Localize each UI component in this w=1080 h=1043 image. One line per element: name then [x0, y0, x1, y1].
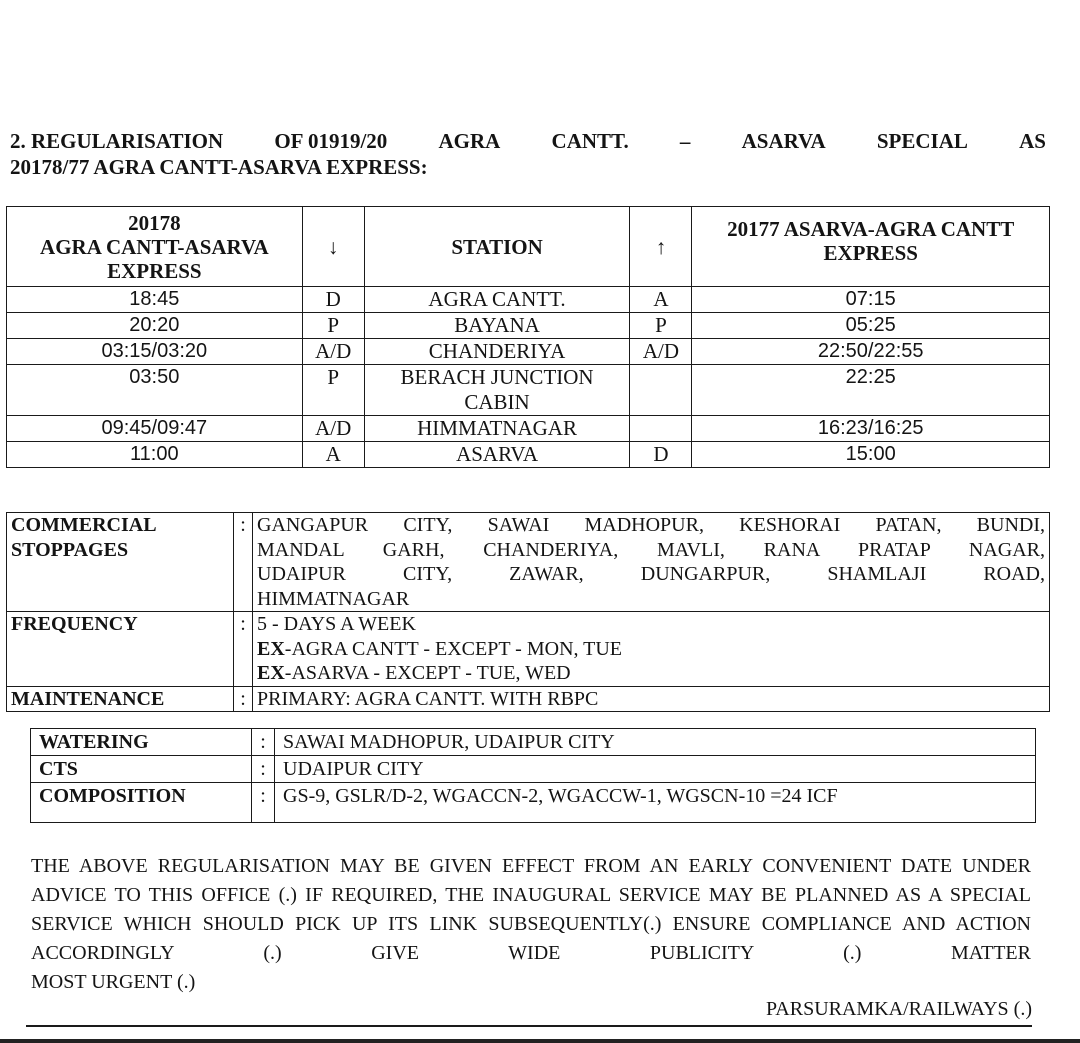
station-name: BERACH JUNCTION CABIN	[364, 365, 630, 416]
down-time: 18:45	[7, 287, 303, 313]
down-time: 03:50	[7, 365, 303, 416]
watering-label: WATERING	[31, 729, 252, 756]
table-row	[7, 365, 1050, 416]
station-name: BAYANA	[364, 313, 630, 339]
up-time: 22:50/22:55	[692, 339, 1050, 365]
cts-value: UDAIPUR CITY	[275, 756, 1036, 783]
heading-part: OF 01919/20	[274, 129, 388, 153]
colon: :	[234, 513, 253, 612]
up-code	[630, 365, 692, 416]
station-name: ASARVA	[364, 442, 630, 468]
colon: :	[252, 783, 275, 823]
up-time: 15:00	[692, 442, 1050, 468]
value-line: HIMMATNAGAR	[257, 587, 410, 610]
station-name: AGRA CANTT.	[364, 287, 630, 313]
value-line	[257, 637, 1045, 662]
down-code: P	[302, 365, 364, 416]
value-text: -AGRA CANTT - EXCEPT - MON, TUE	[284, 637, 623, 660]
heading-part: AS	[1019, 129, 1046, 153]
down-code: A/D	[302, 339, 364, 365]
up-code: P	[630, 313, 692, 339]
ex-prefix: EX	[257, 637, 285, 660]
value-line	[257, 661, 1045, 686]
up-time: 07:15	[692, 287, 1050, 313]
down-time: 11:00	[7, 442, 303, 468]
value-line: GANGAPUR CITY, SAWAI MADHOPUR, KESHORAI PATAN, BUNDI,	[257, 514, 1045, 536]
header-down-number: 20178	[128, 210, 181, 235]
label-line: STOPPAGES	[11, 538, 129, 561]
station-name: CHANDERIYA	[364, 339, 630, 365]
down-time: 03:15/03:20	[7, 339, 303, 365]
down-time: 20:20	[7, 313, 303, 339]
table-row	[7, 313, 1050, 339]
down-arrow-icon: ↓	[302, 207, 364, 287]
header-up-train: 20177 ASARVA-AGRA CANTT EXPRESS	[692, 207, 1050, 287]
header-down-type: EXPRESS	[107, 258, 202, 283]
service-details-table	[6, 512, 1050, 712]
label-line: COMMERCIAL	[11, 514, 157, 536]
down-code: A/D	[302, 416, 364, 442]
paragraph-last-line: MOST URGENT (.)	[31, 971, 196, 993]
table-row	[7, 442, 1050, 468]
heading-part: AGRA	[438, 129, 501, 153]
header-down-train	[7, 207, 303, 287]
commercial-stoppages-row	[7, 513, 1050, 612]
commercial-stoppages-label	[7, 513, 234, 612]
commercial-stoppages-value	[253, 513, 1050, 612]
down-code: A	[302, 442, 364, 468]
composition-row	[31, 783, 1036, 823]
station-name: HIMMATNAGAR	[364, 416, 630, 442]
colon: :	[234, 612, 253, 687]
frequency-label: FREQUENCY	[7, 612, 234, 687]
heading-part: SPECIAL	[876, 129, 968, 153]
frequency-value	[253, 612, 1050, 687]
down-code: D	[302, 287, 364, 313]
watering-row	[31, 729, 1036, 756]
heading-line-2: 20178/77 AGRA CANTT-ASARVA EXPRESS:	[10, 155, 428, 179]
service-details-table-2	[30, 728, 1036, 823]
footer-rule	[26, 1025, 1032, 1027]
down-code: P	[302, 313, 364, 339]
up-code: D	[630, 442, 692, 468]
value-line: MANDAL GARH, CHANDERIYA, MAVLI, RANA PRATAP NAGAR,	[257, 538, 1045, 561]
maintenance-value: PRIMARY: AGRA CANTT. WITH RBPC	[253, 686, 1050, 712]
colon: :	[234, 686, 253, 712]
up-time: 16:23/16:25	[692, 416, 1050, 442]
maintenance-row	[7, 686, 1050, 712]
up-code: A/D	[630, 339, 692, 365]
instruction-paragraph	[31, 852, 1031, 997]
watering-value: SAWAI MADHOPUR, UDAIPUR CITY	[275, 729, 1036, 756]
table-row	[7, 339, 1050, 365]
paragraph-body: THE ABOVE REGULARISATION MAY BE GIVEN EFFECT FROM AN EARLY CONVENIENT DATE UNDER ADVICE TO THIS OFFICE (.) IF REQUIRED, THE INAUGURAL SERVICE MAY BE PLANNED AS A SPECIAL SERVICE WHICH SHOULD PICK UP ITS LINK SUBSEQUENTLY(.) ENSURE COMPLIANCE AND ACTION ACCORDINGLY (.) GIVE WIDE PUBLICITY (.) MATTER	[31, 855, 1031, 964]
heading-part: 2. REGULARISATION	[10, 129, 224, 153]
timetable-header	[7, 207, 1050, 287]
up-arrow-icon: ↑	[630, 207, 692, 287]
composition-value: GS-9, GSLR/D-2, WGACCN-2, WGACCW-1, WGSCN-10 =24 ICF	[275, 783, 1036, 823]
heading-part: –	[679, 129, 691, 153]
signature: PARSURAMKA/RAILWAYS (.)	[766, 998, 1032, 1020]
down-time: 09:45/09:47	[7, 416, 303, 442]
composition-label: COMPOSITION	[31, 783, 252, 823]
heading-part: CANTT.	[551, 129, 629, 153]
ex-prefix: EX	[257, 662, 285, 684]
heading-part: ASARVA	[741, 129, 826, 153]
value-text: -ASARVA - EXCEPT - TUE, WED	[284, 662, 571, 684]
cts-label: CTS	[31, 756, 252, 783]
up-code: A	[630, 287, 692, 313]
section-heading	[10, 128, 1046, 180]
colon: :	[252, 756, 275, 783]
colon: :	[252, 729, 275, 756]
up-code	[630, 416, 692, 442]
up-time: 22:25	[692, 365, 1050, 416]
timetable	[6, 206, 1050, 468]
cts-row	[31, 756, 1036, 783]
page-bottom-edge	[0, 1039, 1080, 1043]
value-line: 5 - DAYS A WEEK	[257, 613, 416, 635]
table-row	[7, 287, 1050, 313]
header-station: STATION	[364, 207, 630, 287]
value-line: UDAIPUR CITY, ZAWAR, DUNGARPUR, SHAMLAJI ROAD,	[257, 563, 1045, 585]
heading-line-1	[10, 128, 1046, 154]
frequency-row	[7, 612, 1050, 687]
header-down-name: AGRA CANTT-ASARVA	[40, 234, 269, 259]
maintenance-label: MAINTENANCE	[7, 686, 234, 712]
up-time: 05:25	[692, 313, 1050, 339]
table-row	[7, 416, 1050, 442]
